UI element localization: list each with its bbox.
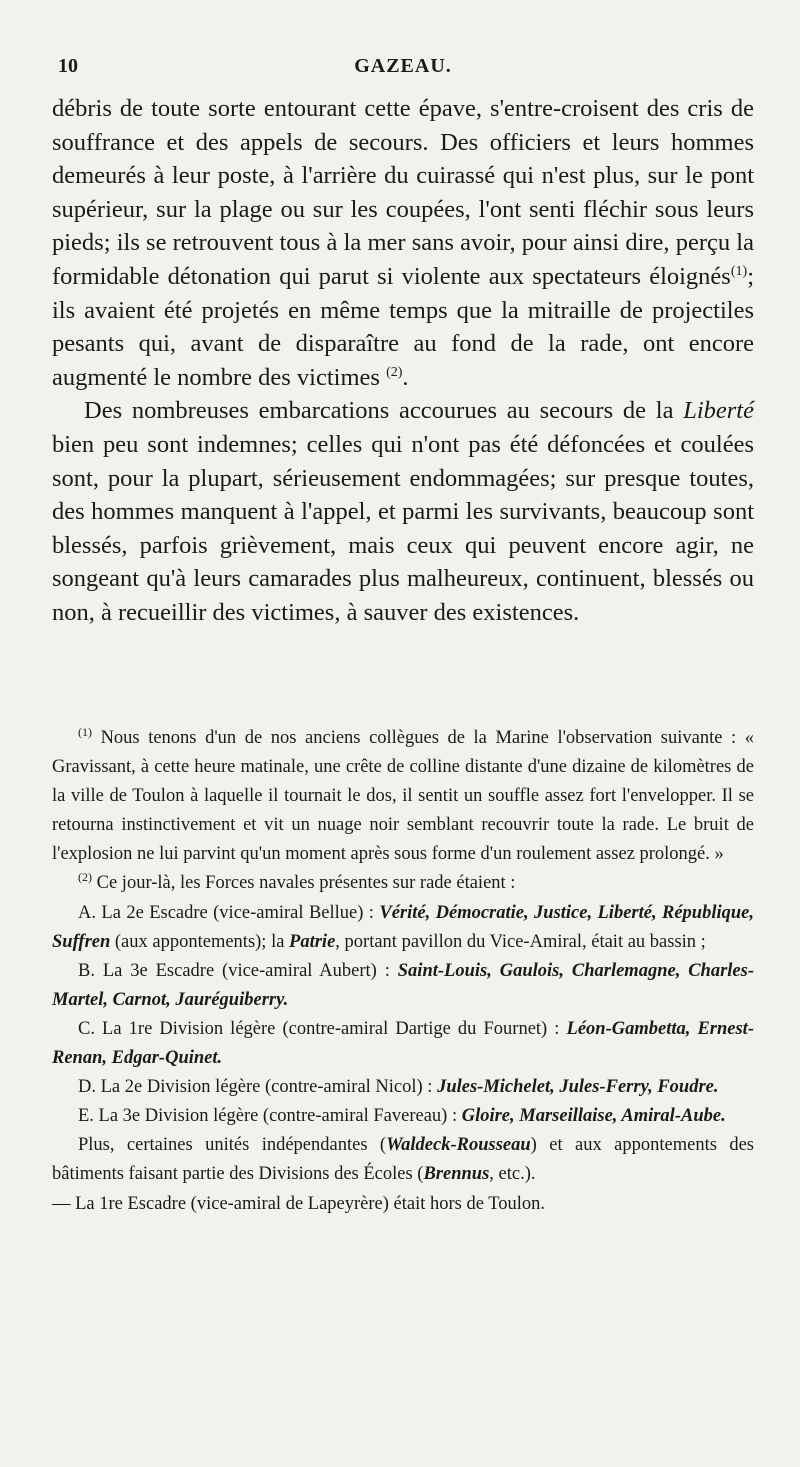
fleet-plus-ship: Waldeck-Rousseau xyxy=(386,1135,531,1156)
fleet-plus-start: Plus, certaines unités indépendantes ( xyxy=(78,1135,387,1156)
footnote-1-mark: (1) xyxy=(78,724,92,739)
paragraph-1-text-b: ; ils avaient été projetés en même temps que la mitraille de projectiles pesants qui, avant de disparaître au fond de la rade, ont encore augmenté le nombre des victimes xyxy=(52,262,754,391)
fleet-item-d xyxy=(52,1073,754,1102)
fleet-e-ships: Gloire, Marseillaise, Amiral-Aube. xyxy=(461,1106,726,1127)
fleet-item-c xyxy=(52,1015,754,1073)
footnote-ref-1[interactable]: (1) xyxy=(730,263,748,279)
fleet-a-patrie: Patrie xyxy=(289,931,336,952)
footnotes xyxy=(52,724,754,1219)
fleet-c-ships: Léon-Gambetta, Ernest-Renan, Edgar-Quinet. xyxy=(52,1018,754,1069)
paragraph-1-text-a: débris de toute sorte entourant cette épave, s'entre-croisent des cris de souffrance et des appels de secours. Des officiers et leurs hommes demeurés à leur poste, à l'arrière du cuirassé qui n'est plus, sur le pont supérieur, sur la plage ou sur les coupées, l'ont senti fléchir sous leurs pieds; ils se retrouvent tous à la mer sans avoir, pour ainsi dire, perçu la formidable détonation qui parut si violente aux spectateurs éloignés xyxy=(52,95,754,290)
main-text xyxy=(52,92,754,630)
paragraph-2-start: Des nombreuses embarcations accourues au secours de la xyxy=(84,397,684,425)
fleet-a-label: A. La 2e Escadre (vice-amiral Bellue) : xyxy=(78,902,380,923)
fleet-item-b xyxy=(52,957,754,1015)
fleet-plus-end: , etc.). xyxy=(489,1164,536,1185)
footnote-2-mark: (2) xyxy=(78,870,92,885)
fleet-d-ships: Jules-Michelet, Jules-Ferry, Foudre. xyxy=(437,1077,719,1098)
paragraph-1 xyxy=(52,92,754,394)
fleet-e-label: E. La 3e Division légère (contre-amiral Favereau) : xyxy=(78,1106,462,1127)
paragraph-2 xyxy=(52,394,754,629)
page-header xyxy=(52,55,754,85)
fleet-a-end: , portant pavillon du Vice-Amiral, était au bassin ; xyxy=(335,931,706,952)
fleet-plus-ship2: Brennus xyxy=(423,1164,490,1185)
paragraph-2-text: bien peu sont indemnes; celles qui n'ont pas été défoncées et coulées sont, pour la plupart, sérieusement endommagées; sur presque toutes, des hommes manquent à l'appel, et parmi les survivants, beaucoup sont blessés, parfois grièvement, mais ceux qui peuvent encore agir, ne songeant qu'à leurs camarades plus malheureux, continuent, blessés ou non, à recueillir des victimes, à sauver des existences. xyxy=(52,430,754,626)
fleet-plus-mid: ) et aux appontements des bâtiments faisant partie des Divisions des Écoles ( xyxy=(52,1135,754,1185)
fleet-item-a xyxy=(52,899,754,957)
footnote-1 xyxy=(52,724,754,869)
footnote-2 xyxy=(52,869,754,898)
fleet-c-label: C. La 1re Division légère (contre-amiral Dartige du Fournet) : xyxy=(78,1018,567,1039)
fleet-d-label: D. La 2e Division légère (contre-amiral Nicol) : xyxy=(78,1077,438,1098)
fleet-item-plus xyxy=(52,1131,754,1189)
running-head: GAZEAU. xyxy=(354,55,452,77)
fleet-b-ships: Saint-Louis, Gaulois, Charlemagne, Charles-Martel, Carnot, Jauréguiberry. xyxy=(52,960,754,1010)
fleet-item-e xyxy=(52,1102,754,1131)
fleet-a-mid: (aux appontements); la xyxy=(110,931,290,952)
fleet-last-line: — La 1re Escadre (vice-amiral de Lapeyrère) était hors de Toulon. xyxy=(52,1193,546,1214)
page-number: 10 xyxy=(58,55,78,77)
ship-name-liberte: Liberté xyxy=(683,397,754,425)
footnote-ref-2[interactable]: (2) xyxy=(386,364,403,380)
fleet-a-ships: Vérité, Démocratie, Justice, Liberté, République, Suffren xyxy=(52,902,754,952)
footnote-2-text: Ce jour-là, les Forces navales présentes sur rade étaient : xyxy=(92,873,516,894)
fleet-b-label: B. La 3e Escadre (vice-amiral Aubert) : xyxy=(78,960,398,981)
footnote-1-text: Nous tenons d'un de nos anciens collègues de la Marine l'observation suivante : « Gravissant, à cette heure matinale, une crête de colline distante d'une dizaine de kilomètres de la ville de Toulon à laquelle il tournait le dos, il sentit un souffle assez fort l'envelopper. Il se retourna instinctivement et vit un nuage noir semblant recouvrir toute la rade. Le bruit de l'explosion ne lui parvint qu'un moment après sous forme d'un roulement assez prolongé. » xyxy=(52,728,754,865)
paragraph-1-end: . xyxy=(402,363,409,391)
